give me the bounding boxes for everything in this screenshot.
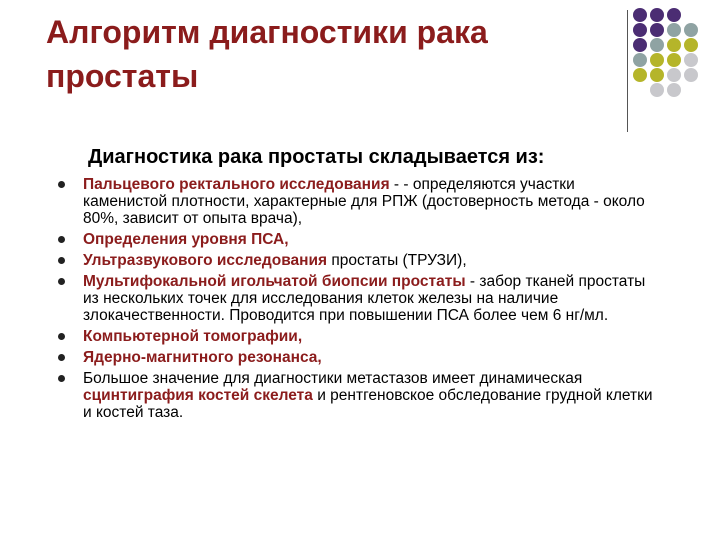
item-highlight: Определения уровня ПСА,: [83, 231, 289, 248]
decor-dot: [650, 83, 664, 97]
list-item: [58, 176, 658, 227]
decor-dot: [650, 68, 664, 82]
decor-dot: [650, 53, 664, 67]
decor-dot: [633, 38, 647, 52]
decor-dot: [684, 68, 698, 82]
slide-subtitle: Диагностика рака простаты складывается из:: [88, 146, 545, 168]
decor-dot: [667, 23, 681, 37]
list-item: [58, 231, 658, 248]
decor-dot: [684, 8, 698, 22]
decor-dot: [633, 23, 647, 37]
bullet-icon: [58, 181, 65, 188]
decor-dot: [684, 23, 698, 37]
decor-dot: [667, 53, 681, 67]
diagnostics-list: [58, 176, 658, 425]
item-highlight: Ядерно-магнитного резонанса,: [83, 349, 322, 366]
decor-dot: [650, 38, 664, 52]
item-highlight: Пальцевого ректального исследования: [83, 176, 390, 193]
decor-dot: [667, 8, 681, 22]
decor-dot: [650, 23, 664, 37]
bullet-icon: [58, 278, 65, 285]
bullet-icon: [58, 333, 65, 340]
decor-dot: [633, 53, 647, 67]
decor-dot: [684, 38, 698, 52]
bullet-icon: [58, 354, 65, 361]
decor-dot: [650, 8, 664, 22]
decorative-dot-grid: [633, 8, 701, 98]
decor-dot: [684, 53, 698, 67]
list-item: [58, 252, 658, 269]
bullet-icon: [58, 236, 65, 243]
decor-dot: [667, 83, 681, 97]
item-highlight: Компьютерной томографии,: [83, 328, 303, 345]
list-item: [58, 328, 658, 345]
item-text: Большое значение для диагностики метастазов имеет динамическая: [83, 370, 583, 387]
list-item: [58, 349, 658, 366]
item-text: и рентгеновское обследование грудной клетки и костей таза.: [83, 387, 653, 421]
bullet-icon: [58, 375, 65, 382]
item-text: простаты (ТРУЗИ),: [327, 252, 467, 269]
bullet-icon: [58, 257, 65, 264]
slide-title: Алгоритм диагностики рака простаты: [46, 14, 488, 94]
item-highlight: Мультифокальной игольчатой биопсии простаты: [83, 273, 466, 290]
decor-dot: [667, 68, 681, 82]
title-divider-line: [627, 10, 628, 132]
decor-dot: [633, 68, 647, 82]
item-text: - - определяются участки каменистой плотности, характерные для РПЖ (достоверность метода - около 80%, зависит от опыта врача),: [83, 176, 645, 227]
item-highlight: Ультразвукового исследования: [83, 252, 328, 269]
decor-dot: [633, 8, 647, 22]
decor-dot: [633, 83, 647, 97]
list-item: [58, 273, 658, 324]
list-item: [58, 370, 658, 421]
item-highlight: сцинтиграфия костей скелета: [83, 387, 313, 404]
decor-dot: [667, 38, 681, 52]
item-text: - забор тканей простаты из нескольких точек для исследования клеток железы на наличие злокачественности. Проводится при повышении ПСА более чем 6 нг/мл.: [83, 273, 646, 324]
decor-dot: [684, 83, 698, 97]
